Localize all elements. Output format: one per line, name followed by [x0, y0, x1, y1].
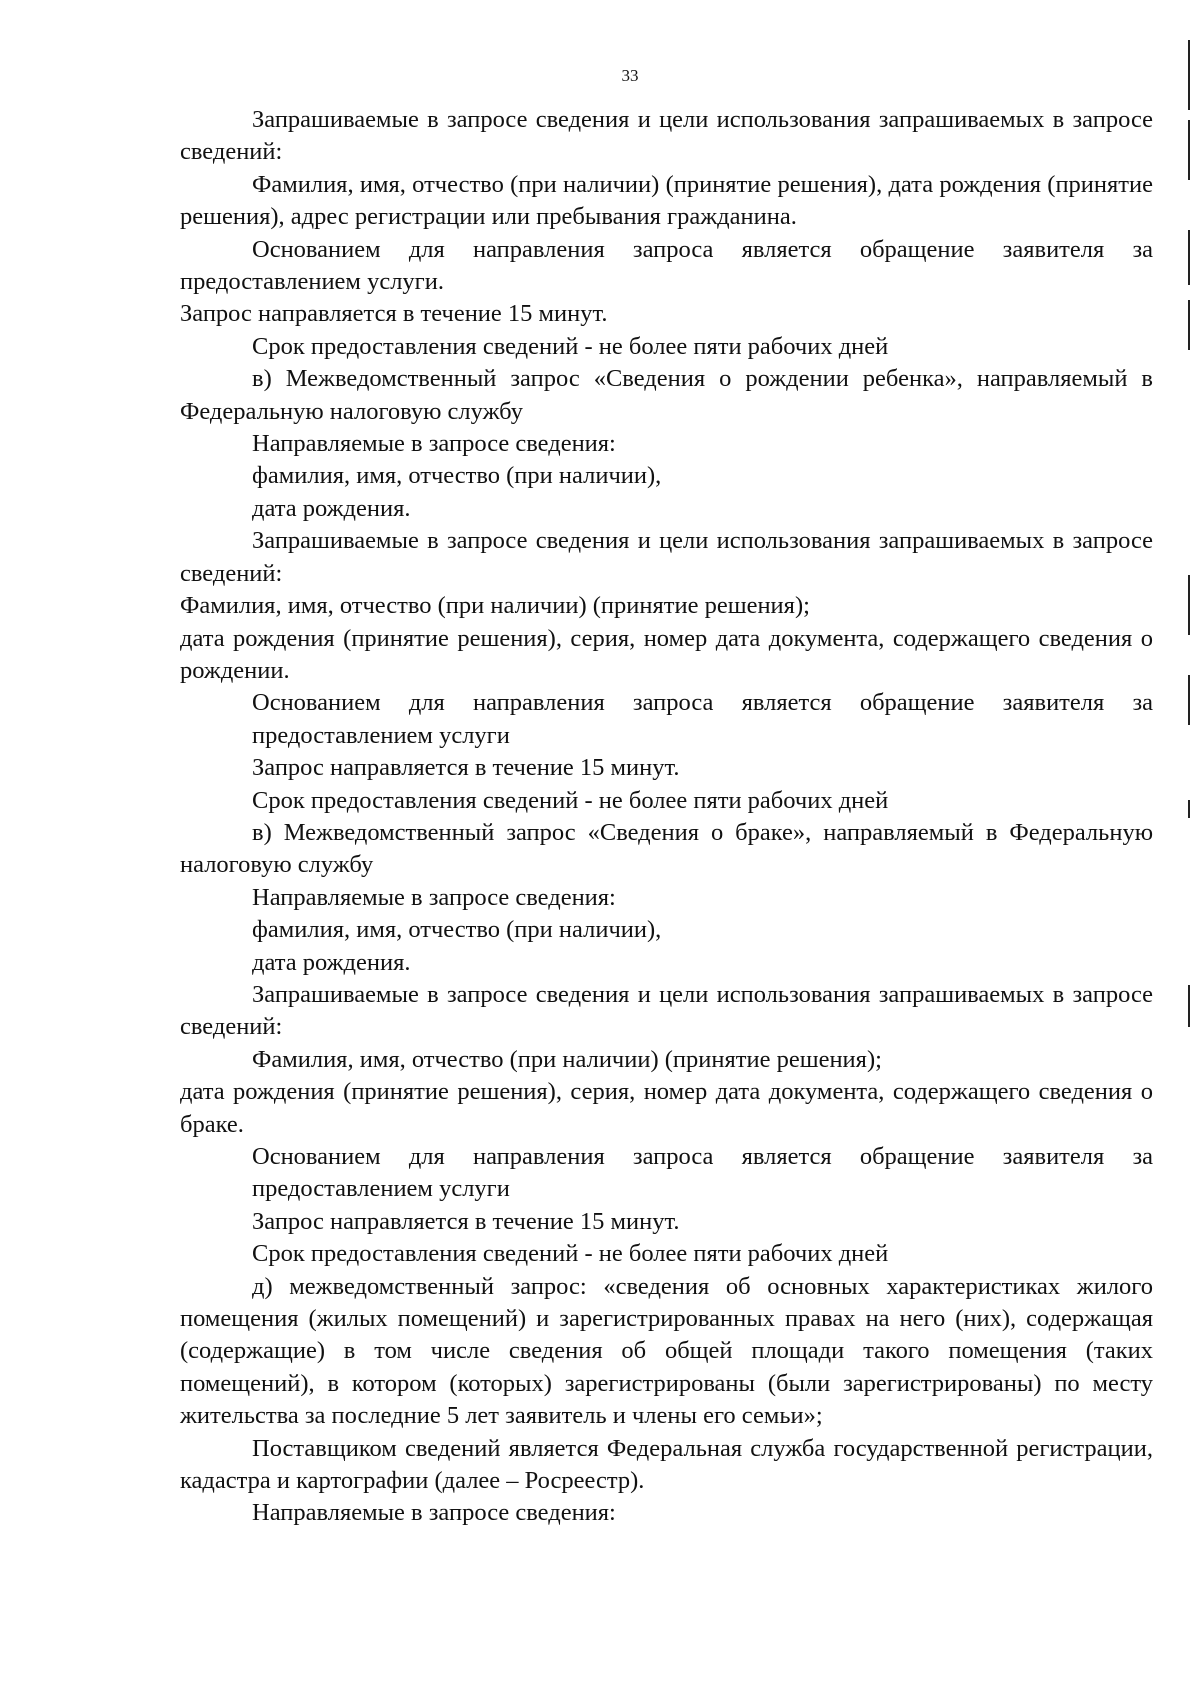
document-body — [180, 104, 1153, 1530]
paragraph: дата рождения. — [252, 494, 411, 522]
paragraph: Основанием для направления запроса является обращение заявителя за предоставлением услуги. — [180, 235, 1153, 296]
paragraph: Запрашиваемые в запросе сведения и цели использования запрашиваемых в запросе сведений: — [180, 980, 1153, 1041]
paragraph: Направляемые в запросе сведения: — [252, 430, 616, 458]
scan-edge-line — [1188, 40, 1190, 110]
paragraph: Запрос направляется в течение 15 минут. — [252, 754, 680, 782]
paragraph: Запрос направляется в течение 15 минут. — [252, 1207, 680, 1235]
scan-edge-line — [1188, 230, 1190, 285]
scan-edge-line — [1188, 800, 1190, 818]
paragraph: Поставщиком сведений является Федеральная служба государственной регистрации, кадастра и картографии (далее – Росреестр). — [180, 1434, 1153, 1495]
paragraph: Срок предоставления сведений - не более пяти рабочих дней — [252, 332, 889, 360]
page-number: 33 — [621, 66, 639, 85]
paragraph: Фамилия, имя, отчество (при наличии) (принятие решения), дата рождения (принятие решения), адрес регистрации или пребывания гражданина. — [180, 170, 1153, 231]
paragraph: д) межведомственный запрос: «сведения об основных характеристиках жилого помещения (жилых помещений) и зарегистрированных правах на него (них), содержащая (содержащие) в том числе сведения об общей площади такого помещения (таких помещений), в котором (которых) зарегистрированы (были зарегистрированы) по месту жительства за последние 5 лет заявитель и члены его семьи»; — [180, 1272, 1153, 1430]
paragraph: Срок предоставления сведений - не более пяти рабочих дней — [252, 786, 889, 814]
paragraph: в) Межведомственный запрос «Сведения о браке», направляемый в Федеральную налоговую службу — [180, 818, 1153, 879]
paragraph: Направляемые в запросе сведения: — [252, 1499, 616, 1527]
paragraph: фамилия, имя, отчество (при наличии), — [252, 462, 662, 490]
paragraph: в) Межведомственный запрос «Сведения о рождении ребенка», направляемый в Федеральную налоговую службу — [180, 365, 1153, 425]
scan-edge-line — [1188, 985, 1190, 1027]
paragraph: Запрашиваемые в запросе сведения и цели использования запрашиваемых в запросе сведений: — [180, 527, 1153, 587]
scan-edge-line — [1188, 575, 1190, 635]
paragraph: дата рождения (принятие решения), серия, номер дата документа, содержащего сведения о рождении. — [180, 624, 1153, 684]
scan-edge-line — [1188, 300, 1190, 350]
paragraph: Направляемые в запросе сведения: — [252, 883, 616, 911]
paragraph: Основанием для направления запроса является обращение заявителя за предоставлением услуги — [252, 1143, 1153, 1203]
paragraph: Срок предоставления сведений - не более пяти рабочих дней — [252, 1240, 889, 1268]
paragraph: Запрос направляется в течение 15 минут. — [180, 300, 608, 328]
paragraph: дата рождения. — [252, 948, 411, 976]
paragraph: Запрашиваемые в запросе сведения и цели использования запрашиваемых в запросе сведений: — [180, 106, 1153, 166]
paragraph: дата рождения (принятие решения), серия, номер дата документа, содержащего сведения о браке. — [180, 1078, 1153, 1138]
paragraph: фамилия, имя, отчество (при наличии), — [252, 916, 662, 944]
paragraph: Фамилия, имя, отчество (при наличии) (принятие решения); — [252, 1045, 882, 1073]
scan-edge-line — [1188, 675, 1190, 725]
scan-edge-line — [1188, 120, 1190, 180]
paragraph: Основанием для направления запроса является обращение заявителя за предоставлением услуги — [252, 689, 1153, 749]
paragraph: Фамилия, имя, отчество (при наличии) (принятие решения); — [180, 592, 810, 620]
